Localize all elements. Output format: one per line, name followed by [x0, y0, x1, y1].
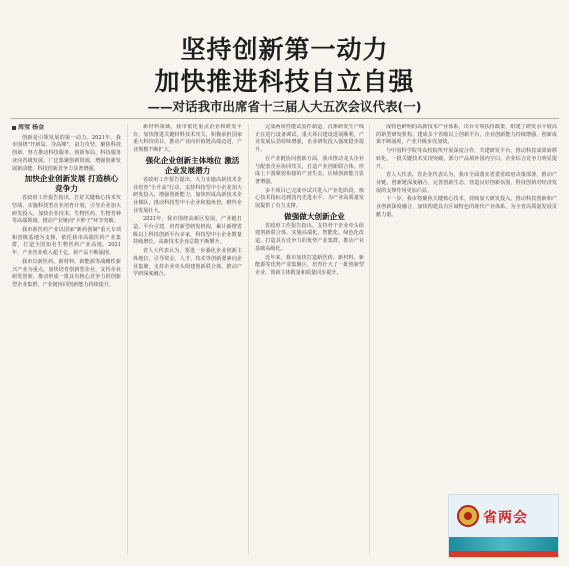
two-sessions-logo — [448, 494, 559, 558]
body-paragraph: 创新是引领发展的第一动力。2021年，我市围绕"开新局、夺高峰"，奋力攻坚，聚焦科技创新，努力推动科技服务、创新布局、科技服务业向省级发展。广泛集聚创新资源，增强创新发展新动能，科技创新竞争力显著增强。 — [12, 134, 121, 172]
body-paragraph: 在产业链协同创新方面，我市推动龙头企业与配套企业协同攻关，打造产业创新联合体，形成上下游紧密衔接的产业生态，区域创新能力显著增强。 — [255, 155, 364, 185]
byline — [12, 124, 121, 132]
body-paragraph: 2021年，我市围绕高新区发展，产业链打造，平台引建，培育新型研发机构，累计新增省级以上科技创新平台多家，科技型中小企业数量持续增长，高新技术企业总数不断攀升。 — [133, 216, 242, 246]
logo-ribbon-red — [449, 551, 558, 557]
column-divider — [248, 124, 249, 554]
body-paragraph: 省人大代表、省企业代表认为，我市全面落实省委省政府决策部署，推动产业链、创新链深度融合，完善创新生态，营造良好创新氛围，科技创新对经济发展的支撑作用更加凸显。 — [376, 172, 557, 194]
emblem-icon — [457, 505, 479, 527]
body-paragraph: 近年来，我市加快打造新医药、新材料、新能源等优势产业集聚区，培育壮大了一批创新型企业，创新主体数量和质量同步提升。 — [255, 254, 364, 276]
body-paragraph: 省人大代表认为，要进一步强化企业创新主体地位，引导资金、人才、技术等创新要素向企业集聚，支持企业牵头组建创新联合体，推动产学研深度融合。 — [133, 248, 242, 278]
byline-text: 周莹 杨金 — [18, 124, 45, 131]
logo-text: 省两会 — [483, 510, 528, 526]
body-paragraph: 完成两项性能试验件制造，首条研发生产线正在进行设备调试，重大项目建设进展顺利，产业发展后劲持续增强，企业研发投入强度稳步提升。 — [255, 124, 364, 154]
body-paragraph: 下一步，我市将聚焦关键核心技术，持续加大研发投入，推动科技创新和产业创新深度融合，加快构建具有区域特色的现代产业体系，为全省高质量发展贡献力量。 — [376, 196, 557, 218]
body-paragraph: 我市以新医药、新材料、新能源等战略性新兴产业为重点，加快培育创新型企业，支持企业研发创新，推动形成一批具有核心竞争力的创新型企业集群，产业链协同创新能力持续提升。 — [12, 258, 121, 288]
section-heading: 强化企业创新主体地位 激活企业发展潜力 — [145, 155, 240, 175]
column-divider — [127, 124, 128, 554]
header-divider — [10, 118, 559, 119]
column-divider — [369, 124, 370, 554]
article-column-4 — [376, 124, 557, 490]
body-paragraph: 成特色鲜明的高新技术产业体系，出台专项扶持政策，组建了研发水平较高的新型研发机构，建成多个省级以上创新平台，企业创新能力持续增强，创新成果不断涌现，产业升级步伐加快。 — [376, 124, 557, 146]
body-paragraph: 省政府工作报告指出，支持骨干企业牵头组建创新联合体，实施高端化、智能化、绿色化改造，打造具有竞争力的优势产业集群，推动产业基础高级化。 — [255, 222, 364, 252]
section-heading: 加快企业创新发展 打造核心竞争力 — [24, 174, 119, 194]
headline-line-1: 坚持创新第一动力 — [180, 35, 389, 64]
article-column-1 — [12, 124, 121, 554]
article-column-3 — [255, 124, 364, 554]
body-paragraph: 省政府工作报告提出，大力实施高新技术企业培育"小升高"行动，支持科技型中小企业加大研发投入，增强创新能力，加快形成高新技术企业梯队，推动科技型中小企业和独角兽、瞪羚企业发展壮大。 — [133, 176, 242, 214]
body-paragraph: 新材料领域，我市依托重点企业和研发平台，加快推进关键材料技术攻关，积极承担国家重大科技项目，推动产业向价值链高端迈进，产业规模不断扩大。 — [133, 124, 242, 154]
logo-ribbon — [449, 537, 558, 551]
section-heading: 做强做大创新企业 — [284, 211, 345, 221]
subheadline: ——对话我市出席省十三届人大五次会议代表(一) — [147, 99, 422, 114]
body-paragraph: 多个项目已完成中试并进入产业化阶段，核心技术指标达到国内先进水平，为产业高质量发展提供了有力支撑。 — [255, 187, 364, 210]
article-column-2 — [133, 124, 242, 554]
body-paragraph: 我市新医药产业以国家"新药创制"重大专项和省级基地为支撑，依托我市高端医药产业集群，打造全国知名生物医药产业高地。2021年，产业营业收入超千亿，新产品不断涌现。 — [12, 227, 121, 257]
body-paragraph: 与中国科学院等高校院所开展深度合作，共建研发平台，推动科技成果转移转化，一批关键技术实现突破，部分产品填补国内空白，企业综合竞争力明显提升。 — [376, 148, 557, 170]
body-paragraph: 省政府工作报告指出，打好关键核心技术攻坚战，实施科技型企业培育计划，引导企业加大研发投入，加快企业技术、生物医药、生物育种等高端领域，推动产业链向"卡脖子"环节突破。 — [12, 195, 121, 225]
headline-line-2: 加快推进科技自立自强 — [154, 67, 415, 96]
byline-marker-icon — [12, 126, 16, 130]
